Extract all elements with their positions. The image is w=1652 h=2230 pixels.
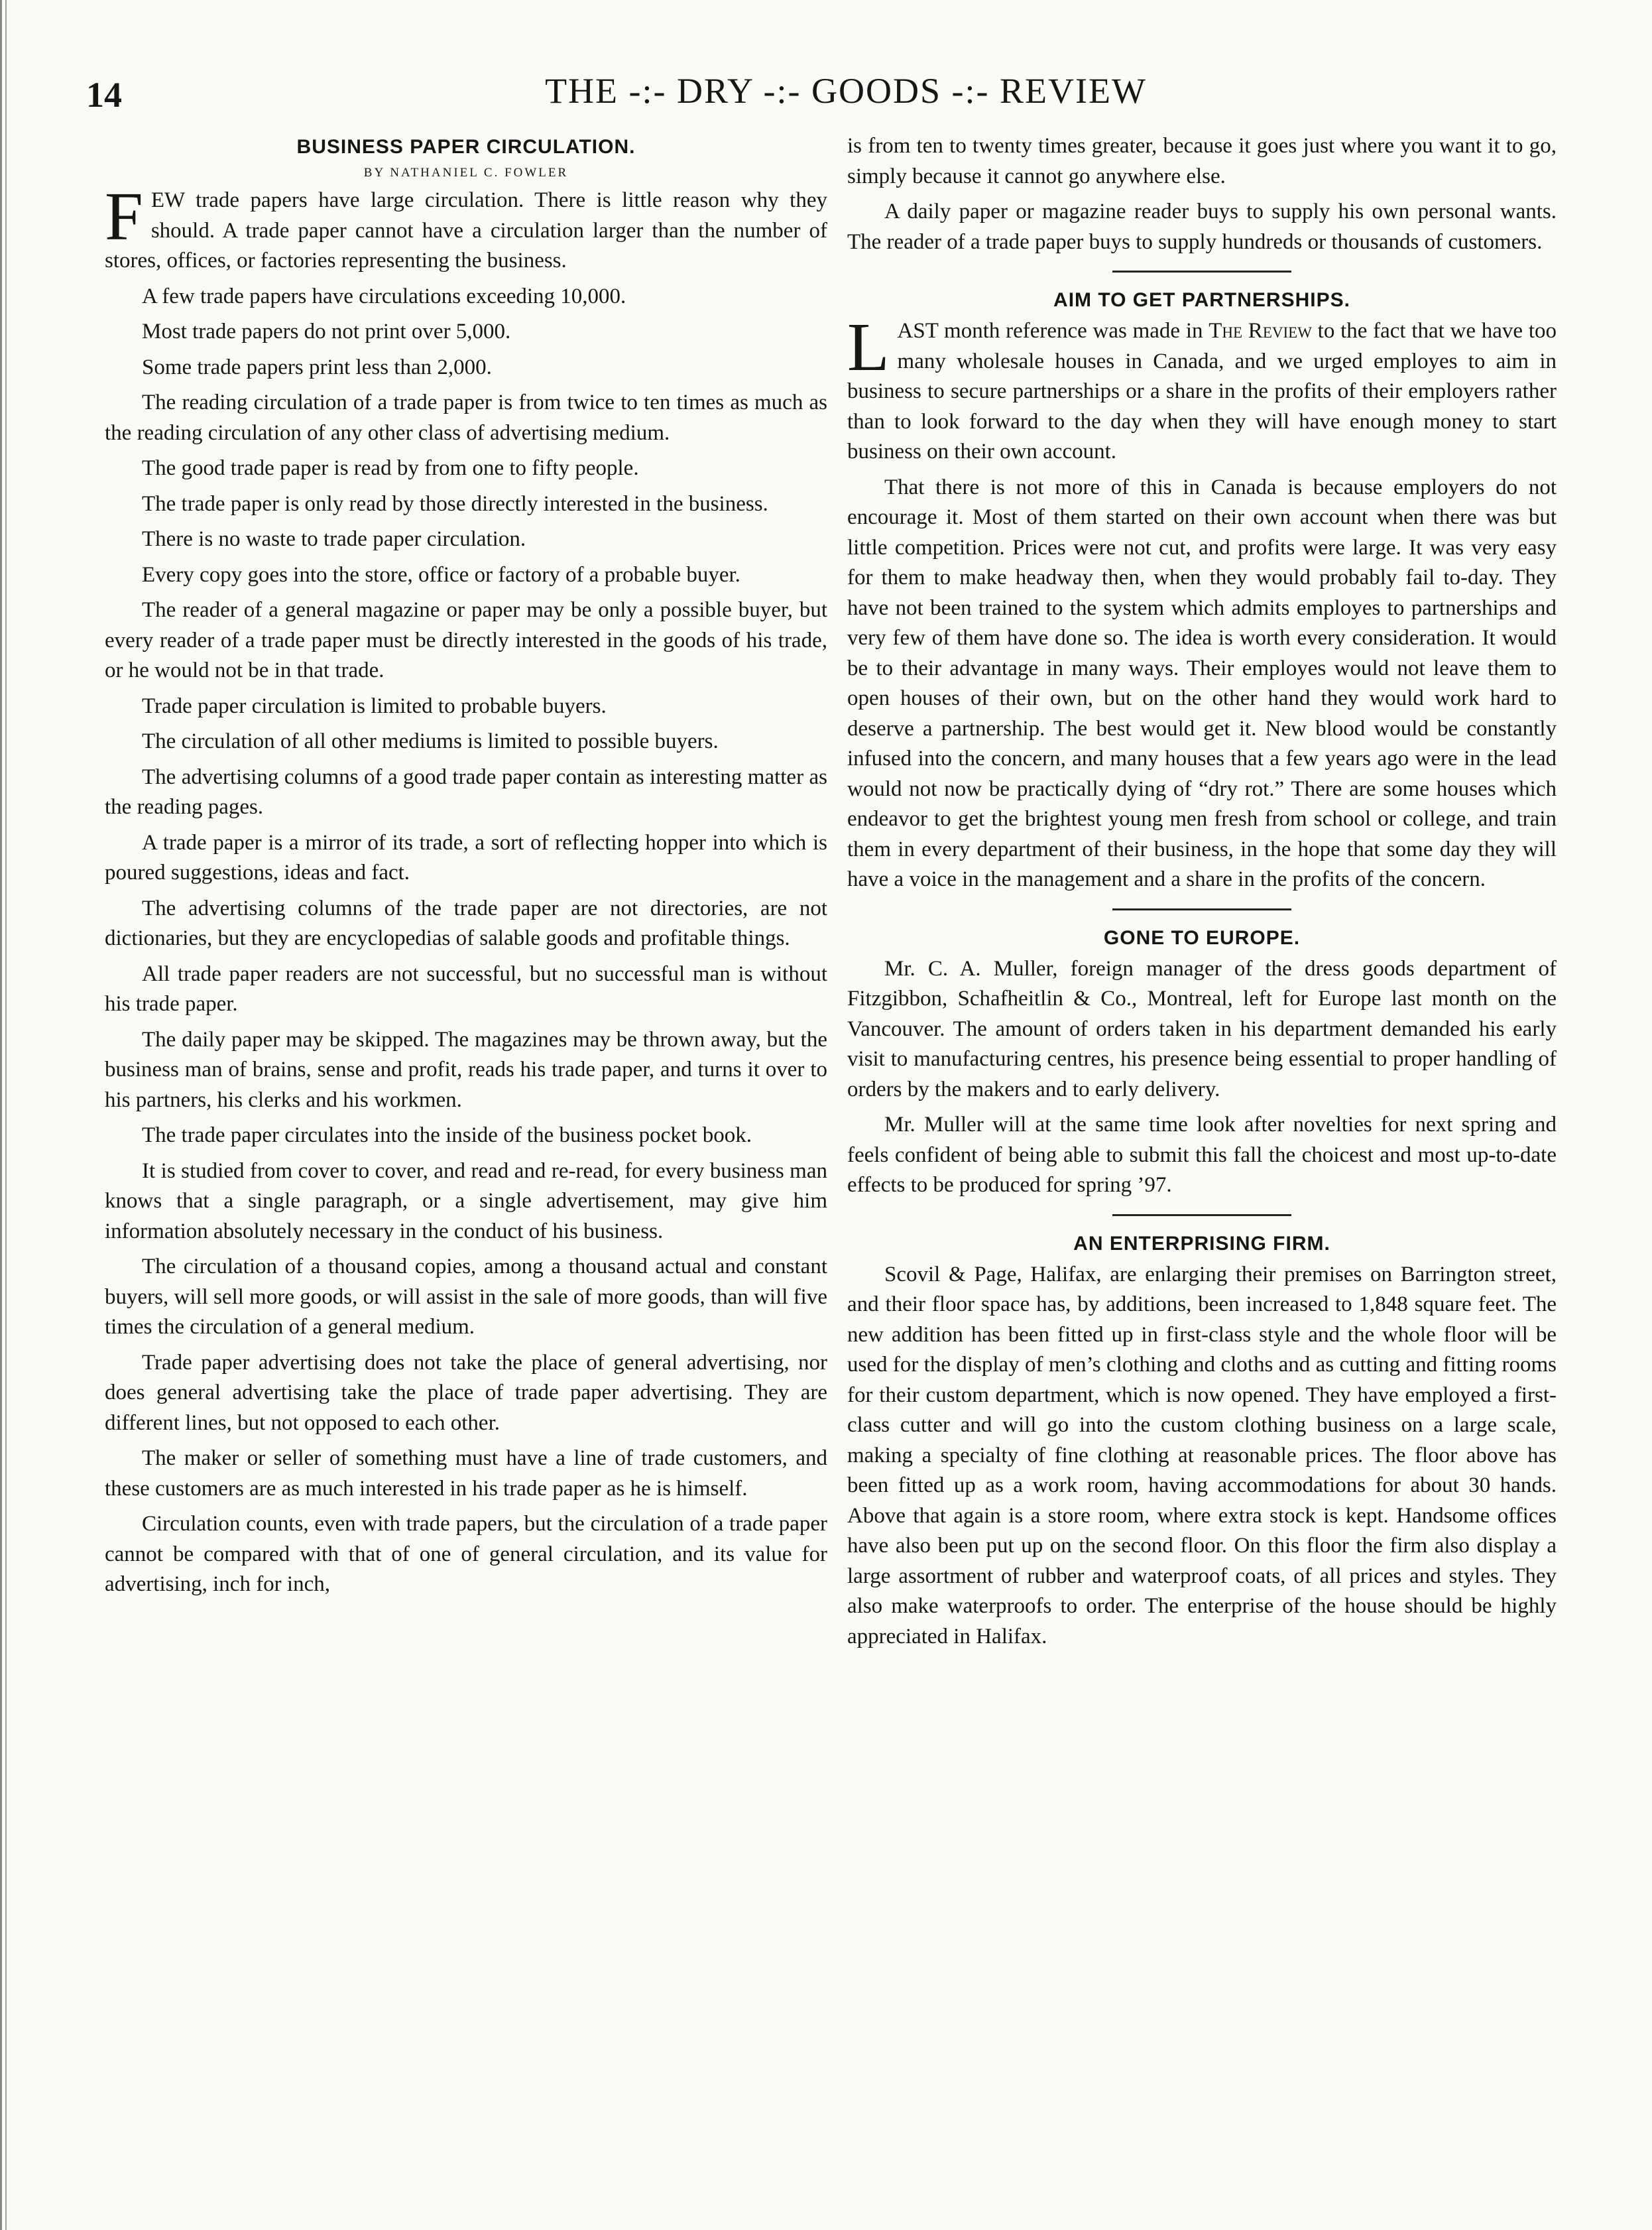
paragraph: Mr. C. A. Muller, foreign manager of the dress goods department of Fitzgibbon, Schafheitlin & Co., Montreal, left for Europe last month on the Vancouver. The amount of orders taken in his department demanded his early visit to manufacturing centres, his presence being essential to proper handling of orders by the makers and to early delivery. xyxy=(847,956,1557,1101)
masthead: THE -:- DRY -:- GOODS -:- REVIEW xyxy=(545,71,1147,111)
continued-paragraph: is from ten to twenty times greater, because it goes just where you want it to go, simply because it cannot go anywhere else. xyxy=(847,134,1557,188)
paragraph: The advertising columns of the trade paper are not directories, are not dictionaries, but they are encyclopedias of salable goods and profitable things. xyxy=(105,896,827,950)
article-circulation xyxy=(105,178,827,1600)
article-title-circulation: BUSINESS PAPER CIRCULATION. xyxy=(296,136,636,158)
paragraph: The reader of a general magazine or paper may be only a possible buyer, but every reader of a trade paper must be directly interested in the goods of his trade, or he would not be in that trade. xyxy=(105,598,827,682)
paragraph: Circulation counts, even with trade papers, but the circulation of a trade paper cannot be compared with that of one of general circulation, and its value for advertising, inch for inch, xyxy=(105,1512,827,1596)
paragraph: The daily paper may be skipped. The magazines may be thrown away, but the business man of brains, sense and profit, reads his trade paper, and turns it over to his partners, his clerks and his workmen. xyxy=(105,1027,827,1112)
review-name: The Review xyxy=(1209,319,1312,343)
paragraph: Scovil & Page, Halifax, are enlarging their premises on Barrington street, and their floor space has, by additions, been increased to 1,848 square feet. The new addition has been fitted up in first-class style and the whole floor will be used for the display of men’s clothing and cloths and as cutting and fitting rooms for their custom department, which is now opened. They have employed a first-class cutter and will go into the custom clothing business on a large scale, making a specialty of fine clothing at reasonable prices. The floor above has been fitted up as a work room, having accommodations for about 30 hands. Above that again is a store room, where extra stock is kept. Handsome offices have also been put up on the second floor. On this floor the firm also display a large assortment of rubber and waterproof coats, of all prices and styles. They also make waterproofs to order. The enterprise of the house should be highly appreciated in Halifax. xyxy=(847,1262,1557,1648)
section-divider xyxy=(1112,1214,1291,1216)
paragraph: The trade paper is only read by those directly interested in the business. xyxy=(142,491,768,516)
left-column xyxy=(105,131,827,1605)
paragraph: The trade paper circulates into the inside of the business pocket book. xyxy=(142,1123,752,1147)
lead-paragraph: LAST month reference was made in The Review to the fact that we have too many wholesale houses in Canada, and we urged employes to aim in business to secure partnerships or a share in the profits of their employers rather than to look forward to the day when they will have enough money to start business on their own account. xyxy=(847,309,1557,464)
paragraph: Trade paper circulation is limited to probable buyers. xyxy=(142,694,607,718)
drop-cap: L xyxy=(847,309,890,385)
paragraph: A few trade papers have circulations exceeding 10,000. xyxy=(142,284,626,308)
paragraph: Some trade papers print less than 2,000. xyxy=(142,355,492,379)
paragraph: A trade paper is a mirror of its trade, a sort of reflecting hopper into which is poured suggestions, ideas and fact. xyxy=(105,830,827,885)
paragraph: A daily paper or magazine reader buys to supply his own personal wants. The reader of a trade paper buys to supply hundreds or thousands of customers. xyxy=(847,200,1557,254)
section-divider xyxy=(1112,271,1291,273)
article-title-partnerships: AIM TO GET PARTNERSHIPS. xyxy=(1053,289,1350,311)
byline: BY NATHANIEL C. FOWLER xyxy=(363,166,569,180)
paragraph: The circulation of all other mediums is limited to possible buyers. xyxy=(142,729,719,753)
paragraph: The reading circulation of a trade paper is from twice to ten times as much as the reading circulation of any other class of advertising medium. xyxy=(105,391,827,445)
paragraph: The good trade paper is read by from one to fifty people. xyxy=(142,456,639,480)
section-divider xyxy=(1112,908,1291,910)
article-title-europe: GONE TO EUROPE. xyxy=(1103,926,1301,949)
right-column xyxy=(847,131,1557,1657)
paragraph: Trade paper advertising does not take the place of general advertising, nor does general advertising take the place of trade paper advertising. They are different lines, but not opposed to each other. xyxy=(105,1350,827,1435)
paragraph: Every copy goes into the store, office or factory of a probable buyer. xyxy=(142,562,740,587)
paragraph: The maker or seller of something must have a line of trade customers, and these customers are as much interested in his trade paper as he is himself. xyxy=(105,1446,827,1501)
drop-cap: F xyxy=(105,178,143,255)
lead-paragraph: FEW trade papers have large circulation. There is little reason why they should. A trade paper cannot have a circulation larger than the number of stores, offices, or factories representing the business. xyxy=(105,178,827,273)
page-number: 14 xyxy=(86,75,122,115)
paragraph: Most trade papers do not print over 5,000. xyxy=(142,320,511,343)
paragraph: The circulation of a thousand copies, among a thousand actual and constant buyers, will sell more goods, or will assist in the sale of more goods, than will five times the circulation of a general medium. xyxy=(105,1255,827,1339)
paragraph: That there is not more of this in Canada is because employers do not encourage it. Most of them started on their own account when there was but little competition. Prices were not cut, and profits were large. It was very easy for them to make headway then, when they would probably fail to-day. They have not been trained to the system which admits employes to partnerships and very few of them have done so. The idea is worth every consideration. It would be to their advantage in many ways. Their employes would not leave them to open houses of their own, but on the other hand they would work hard to deserve a partnership. The best would get it. New blood would be constantly infused into the concern, and many houses that a few years ago were in the lead would not now be practically dying of “dry rot.” There are some houses which endeavor to get the brightest young men fresh from school or college, and train them in every department of their business, in the hope that some day they will have a voice in the management and a share in the profits of the concern. xyxy=(847,475,1557,891)
paragraph: It is studied from cover to cover, and read and re-read, for every business man knows that a single paragraph, or a single advertisement, may give him information absolutely necessary in the conduct of his business. xyxy=(105,1158,827,1243)
scan-edge xyxy=(0,0,15,2230)
page-header xyxy=(86,71,1566,127)
paragraph: The advertising columns of a good trade paper contain as interesting matter as the reading pages. xyxy=(105,765,827,819)
paragraph: All trade paper readers are not successful, but no successful man is without his trade paper. xyxy=(105,961,827,1016)
paragraph: There is no waste to trade paper circulation. xyxy=(142,527,526,551)
article-title-firm: AN ENTERPRISING FIRM. xyxy=(1073,1232,1330,1255)
paragraph: Mr. Muller will at the same time look after novelties for next spring and feels confident of being able to submit this fall the choicest and most up-to-date effects to be produced for spring ’97. xyxy=(847,1113,1557,1197)
